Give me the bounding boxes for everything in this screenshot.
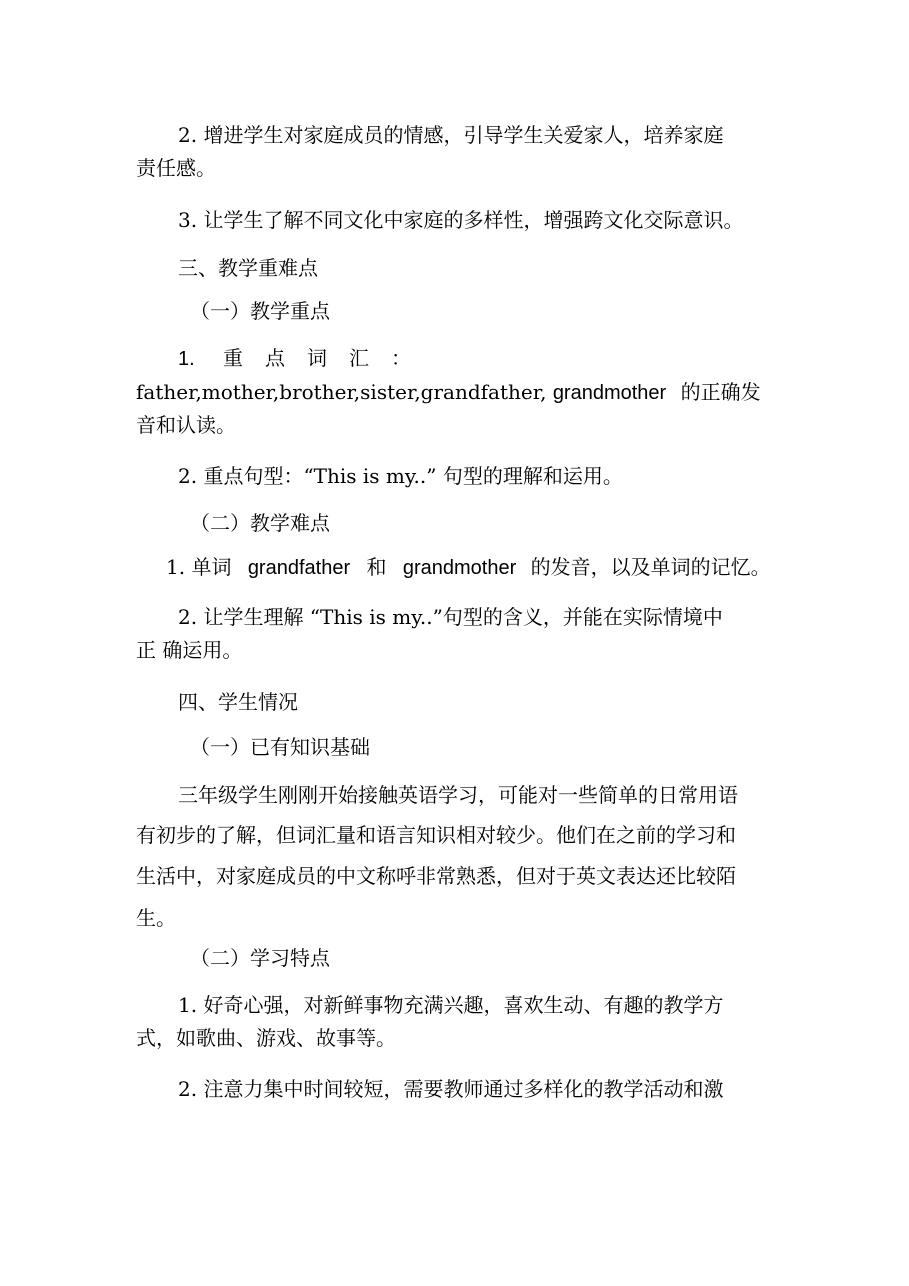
difficulty-1 <box>166 553 771 582</box>
vocab-grandmother: grandmother <box>552 382 667 404</box>
section-3-heading: 三、教学重难点 <box>178 256 318 280</box>
prior-knowledge-line-1: 三年级学生刚刚开始接触英语学习，可能对一些简单的日常用语 <box>178 783 738 807</box>
prior-knowledge-line-2: 有初步的了解，但词汇量和语言知识相对较少。他们在之前的学习和 <box>136 823 736 847</box>
subsection-prior-knowledge: （一）已有知识基础 <box>190 735 370 759</box>
prior-knowledge-line-3: 生活中，对家庭成员的中文称呼非常熟悉，但对于英文表达还比较陌 <box>136 864 736 888</box>
key-vocab-line-1 <box>178 344 433 373</box>
subsection-learning-traits: （二）学习特点 <box>190 946 330 970</box>
word-grandfather: grandfather <box>247 557 351 579</box>
difficulty-1-suffix: 的发音，以及单词的记忆。 <box>530 555 771 579</box>
section-4-heading: 四、学生情况 <box>178 690 298 714</box>
word-grandmother: grandmother <box>402 557 517 579</box>
trait-2-line-1: 2. 注意力集中时间较短，需要教师通过多样化的教学活动和激 <box>178 1077 724 1101</box>
key-vocab-label: 重点词汇： <box>223 346 434 370</box>
trait-1-line-2: 式，如歌曲、游戏、故事等。 <box>136 1026 396 1050</box>
goal-2-line-1: 2. 增进学生对家庭成员的情感，引导学生关爱家人，培养家庭 <box>178 123 724 147</box>
item-number: 1. <box>178 348 195 370</box>
vocab-list: father,mother,brother,sister,grandfather, <box>136 380 547 404</box>
vocab-suffix: 的正确发 <box>680 380 761 404</box>
subsection-difficulties: （二）教学难点 <box>190 511 330 535</box>
difficulty-2-line-2: 正 确运用。 <box>136 638 243 662</box>
goal-2-line-2: 责任感。 <box>136 156 216 180</box>
goal-3: 3. 让学生了解不同文化中家庭的多样性，增强跨文化交际意识。 <box>178 208 744 232</box>
prior-knowledge-line-4: 生。 <box>136 906 176 930</box>
word-and: 和 <box>366 555 387 579</box>
key-vocab-line-2 <box>136 378 761 407</box>
key-vocab-line-3: 音和认读。 <box>136 413 236 437</box>
trait-1-line-1: 1. 好奇心强，对新鲜事物充满兴趣，喜欢生动、有趣的教学方 <box>178 993 724 1017</box>
subsection-key-points: （一）教学重点 <box>190 299 330 323</box>
key-sentence: 2. 重点句型：“This is my..” 句型的理解和运用。 <box>178 464 623 488</box>
difficulty-1-prefix: 1. 单词 <box>166 555 232 579</box>
difficulty-2-line-1: 2. 让学生理解 “This is my..”句型的含义，并能在实际情境中 <box>178 605 723 629</box>
